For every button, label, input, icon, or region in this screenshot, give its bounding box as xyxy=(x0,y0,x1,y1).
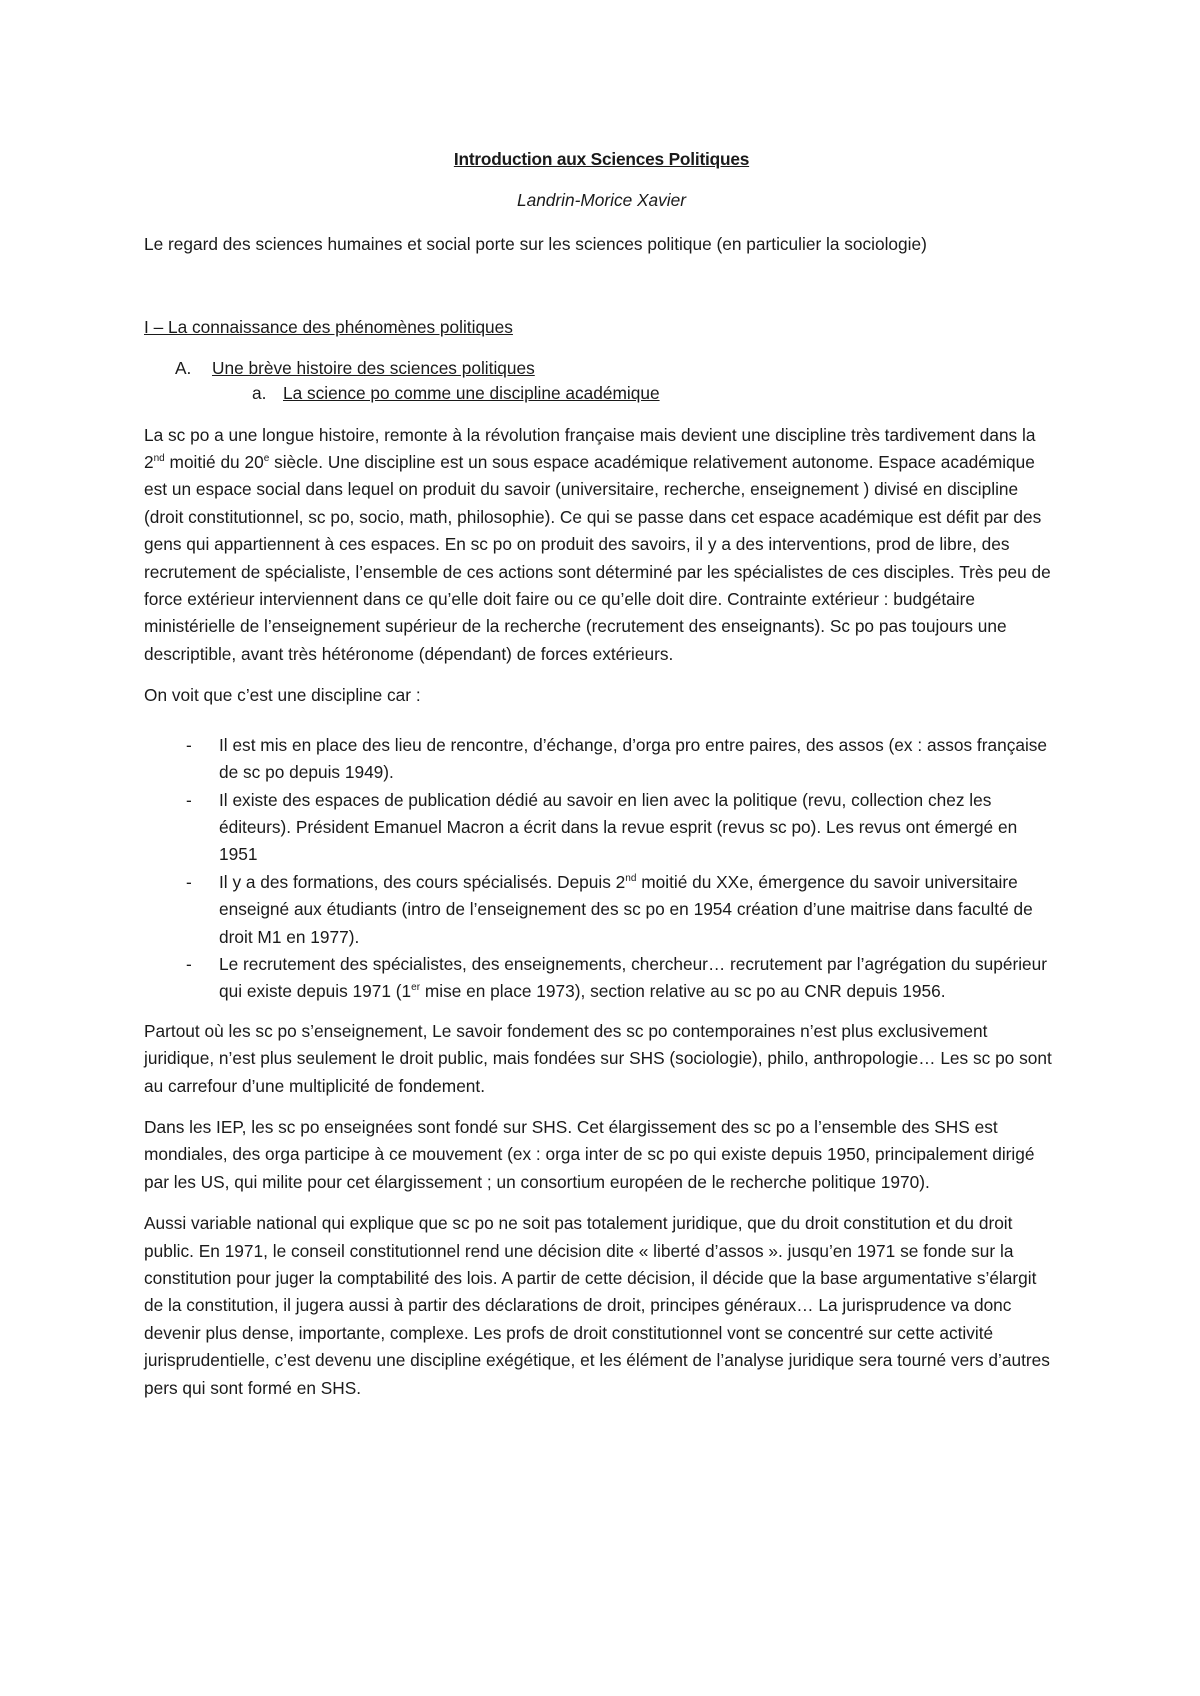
list-item xyxy=(144,732,1059,787)
list-item xyxy=(144,869,1059,951)
document-author: Landrin-Morice Xavier xyxy=(516,190,687,211)
subheading-a-upper-number: A. xyxy=(175,357,192,378)
bullet-dash: - xyxy=(186,953,192,974)
section-heading: I – La connaissance des phénomènes politiques xyxy=(144,317,513,338)
bullet-dash: - xyxy=(186,789,192,810)
paragraph-2: Partout où les sc po s’enseignement, Le savoir fondement des sc po contemporaines n’est plus exclusivement juridique, n’est plus seulement le droit public, mais fondées sur SHS (sociologie), philo, anthropologie… Les sc po sont au carrefour d’une multiplicité de fondement. xyxy=(144,1020,1052,1096)
paragraph-1-part1: La sc po a une longue histoire, remonte à la révolution française mais devient une discipline très tardivement dans la 2 xyxy=(144,424,1036,473)
paragraph-1-sup1: nd xyxy=(153,453,165,465)
paragraph-1-sup2: e xyxy=(263,453,270,465)
paragraph-3: Dans les IEP, les sc po enseignées sont fondé sur SHS. Cet élargissement des sc po a l’ensemble des SHS est mondiales, des orga participe à ce mouvement (ex : orga inter de sc po qui existe depuis 1950, principalement dirigé par les US, qui milite pour cet élargissement ; un consortium européen de le recherche politique 1970). xyxy=(144,1116,1035,1192)
subheading-a-upper-text: Une brève histoire des sciences politiques xyxy=(212,357,535,378)
paragraph-1-part2: moitié du 20 xyxy=(164,452,264,473)
bullet-text-1: Il est mis en place des lieu de rencontre, d’échange, d’orga pro entre paires, des assos (ex : assos française de sc po depuis 1949). xyxy=(219,734,1048,783)
list-item xyxy=(144,787,1059,869)
bullet-text-4b: mise en place 1973), section relative au sc po au CNR depuis 1956. xyxy=(420,981,946,1002)
subheading-a-upper xyxy=(175,356,1059,381)
subheading-a-lower-number: a. xyxy=(252,382,267,403)
bullet-4-sup: er xyxy=(411,982,421,994)
list-intro: On voit que c’est une discipline car : xyxy=(144,685,421,706)
intro-paragraph: Le regard des sciences humaines et social porte sur les sciences politique (en particulier la sociologie) xyxy=(144,233,927,254)
subheading-a-lower-text: La science po comme une discipline académique xyxy=(283,382,660,403)
paragraph-4: Aussi variable national qui explique que sc po ne soit pas totalement juridique, que du droit constitution et du droit public. En 1971, le conseil constitutionnel rend une décision dite « liberté d’assos ». jusqu’en 1971 se fonde sur la constitution pour juger la comptabilité des lois. A partir de cette décision, il décide que la base argumentative s’élargit de la constitution, il jugera aussi à partir des déclarations de droit, principes généraux… La jurisprudence va donc devenir plus dense, importante, complexe. Les profs de droit constitutionnel vont se concentré sur cette activité jurisprudentielle, c’est devenu une discipline exégétique, et les élément de l’analyse juridique sera tourné vers d’autres pers qui sont formé en SHS. xyxy=(144,1213,1050,1398)
bullet-3-sup: nd xyxy=(625,872,637,884)
subheading-a-lower xyxy=(252,381,1059,406)
bullet-text-3a: Il y a des formations, des cours spécialisés. Depuis 2 xyxy=(219,871,626,892)
document-page xyxy=(144,146,1059,1416)
bullet-dash: - xyxy=(186,734,192,755)
bullet-dash: - xyxy=(186,871,192,892)
paragraph-1-part3: siècle. Une discipline est un sous espace académique relativement autonome. Espace académique est un espace social dans lequel on produit du savoir (universitaire, recherche, enseignement ) divisé en discipline (droit constitutionnel, sc po, socio, math, philosophie). Ce qui se passe dans cet espace académique est défit par des gens qui appartiennent à ces espaces. En sc po on produit des savoirs, il y a des interventions, prod de libre, des recrutement de spécialiste, l’ensemble de ces actions sont déterminé par les spécialistes de ces disciples. Très peu de force extérieur interviennent dans ce qu’elle doit faire ou ce qu’elle doit dire. Contrainte extérieur : budgétaire ministérielle de l’enseignement supérieur de la recherche (recrutement des enseignants). Sc po pas toujours une descriptible, avant très hétéronome (dépendant) de forces extérieurs. xyxy=(144,452,1051,664)
document-title: Introduction aux Sciences Politiques xyxy=(453,149,750,169)
paragraph-1 xyxy=(144,422,1059,669)
list-item xyxy=(144,951,1059,1006)
bullet-text-3b: moitié du XXe, émergence du savoir universitaire enseigné aux étudiants (intro de l’enseignement des sc po en 1954 création d’une maitrise dans faculté de droit M1 en 1977). xyxy=(219,871,1033,947)
bullet-text-2: Il existe des espaces de publication dédié au savoir en lien avec la politique (revu, collection chez les éditeurs). Président Emanuel Macron a écrit dans la revue esprit (revus sc po). Les revus ont émergé en 1951 xyxy=(219,789,1018,865)
bullet-text-4a: Le recrutement des spécialistes, des enseignements, chercheur… recrutement par l’agrégation du supérieur qui existe depuis 1971 (1 xyxy=(219,953,1048,1002)
bullet-list xyxy=(144,732,1059,1006)
